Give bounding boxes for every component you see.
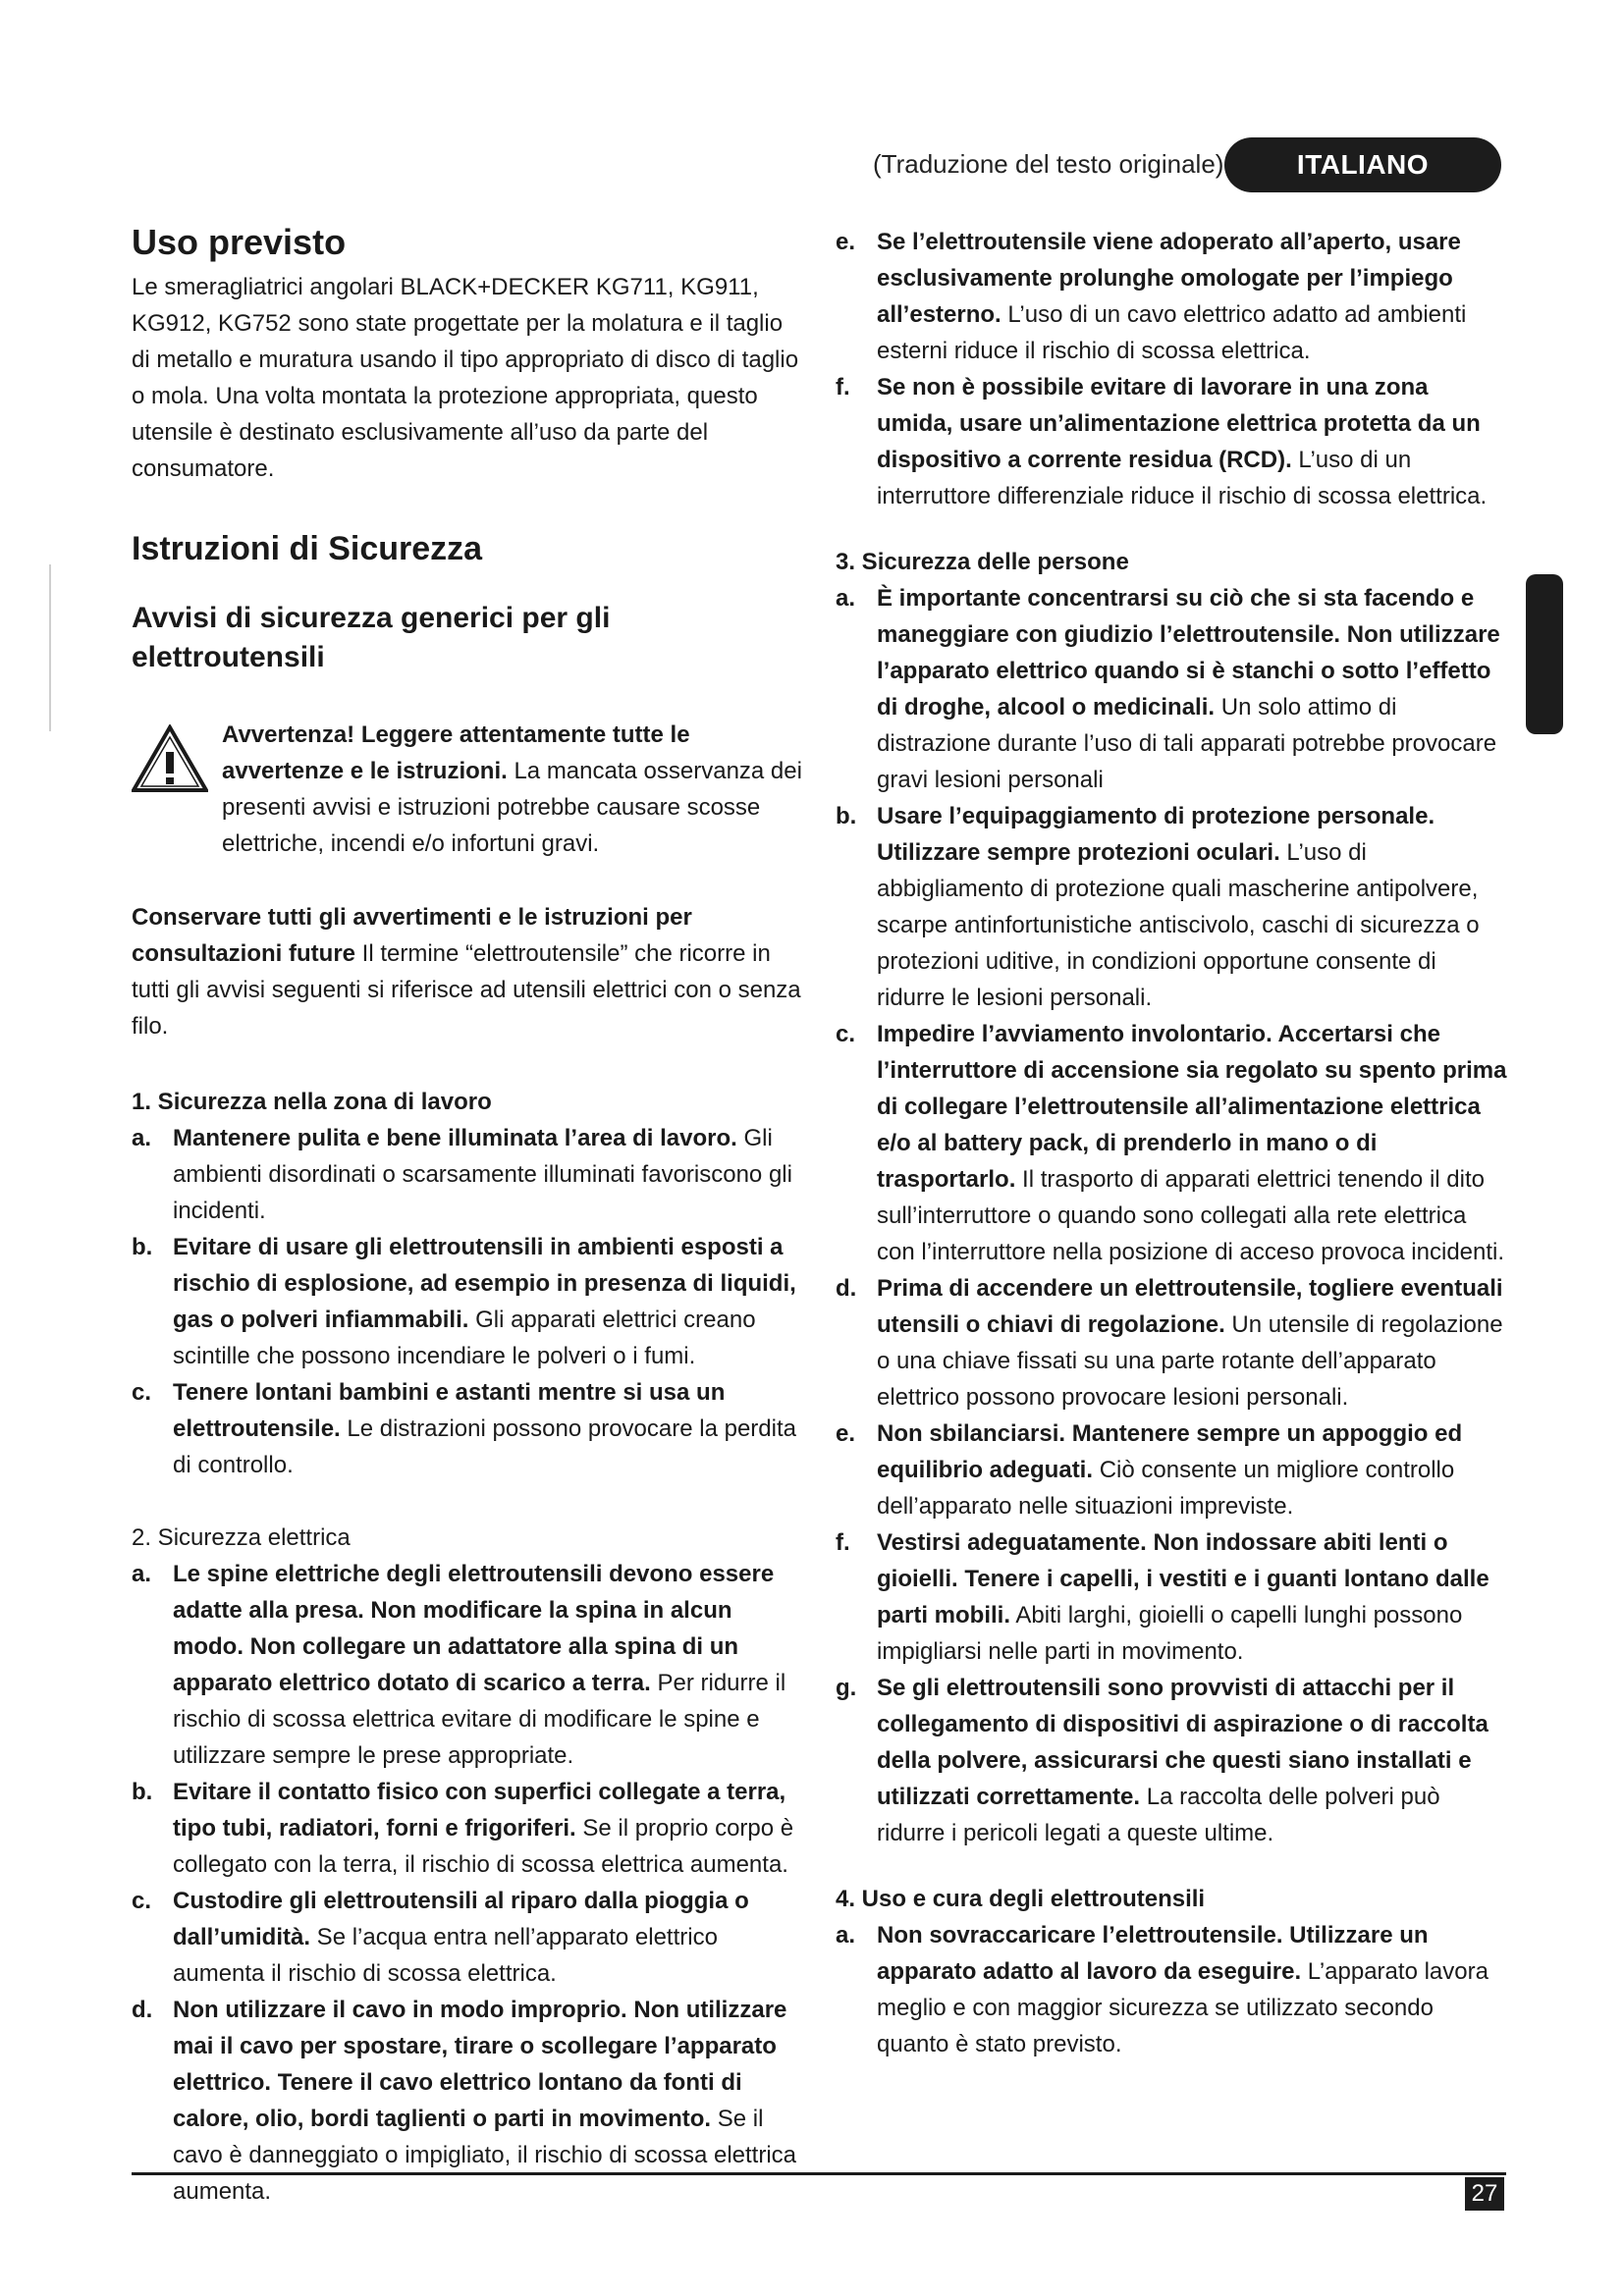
warning-text: Avvertenza! Leggere attentamente tutte le avvertenze e le istruzioni. La mancata osservanza dei presenti avvisi e istruzioni potrebbe causare scosse elettriche, incendi e/o infortuni gravi.: [222, 721, 802, 857]
sec1-item-a: a. Mantenere pulita e bene illuminata l’area di lavoro. Gli ambienti disordinati o scarsamente illuminati favoriscono gli incidenti.: [132, 1125, 792, 1224]
sec2-item-e: e. Se l’elettroutensile viene adoperato all’aperto, usare esclusivamente prolunghe omologate per l’impiego all’esterno. L’uso di un cavo elettrico adatto ad ambienti esterni riduce il rischio di scossa elettrica.: [836, 229, 1467, 364]
section-2-title: 2. Sicurezza elettrica: [132, 1524, 351, 1551]
sec3-item-c: c. Impedire l’avviamento involontario. Accertarsi che l’interruttore di accensione sia regolato su spento prima di collegare l’elettroutensile all’alimentazione elettrica e/o al battery pack, di prenderlo in mano o di trasportarlo. Il trasporto di apparati elettrici tenendo il dito sull’interruttore o quando sono collegati alla rete elettrica con l’interruttore nella posizione di acceso provoca incidenti.: [836, 1021, 1507, 1265]
section-1-title: 1. Sicurezza nella zona di lavoro: [132, 1089, 492, 1115]
safety-subtitle: Avvisi di sicurezza generici per gli elettroutensili: [132, 602, 611, 673]
right-column: [836, 224, 1507, 2062]
keep-instructions: Conservare tutti gli avvertimenti e le istruzioni per consultazioni future Il termine “elettroutensile” che ricorre in tutti gli avvisi seguenti si riferisce ad utensili elettrici con o senza filo.: [132, 904, 801, 1040]
sec2-item-d: d. Non utilizzare il cavo in modo improprio. Non utilizzare mai il cavo per spostare, tirare o scollegare l’apparato elettrico. Tenere il cavo elettrico lontano da fonti di calore, olio, bordi taglienti o parti in movimento. Se il cavo è danneggiato o impigliato, il rischio di scossa elettrica aumenta.: [132, 1997, 797, 2205]
language-side-tab: [1526, 574, 1563, 734]
sec1-item-c: c. Tenere lontani bambini e astanti mentre si usa un elettroutensile. Le distrazioni possono provocare la perdita di controllo.: [132, 1379, 796, 1478]
sec1-item-b: b. Evitare di usare gli elettroutensili in ambienti esposti a rischio di esplosione, ad esempio in presenza di liquidi, gas o polveri infiammabili. Gli apparati elettrici creano scintille che possono incendiare le polveri o i fumi.: [132, 1234, 796, 1369]
section-3-title: 3. Sicurezza delle persone: [836, 549, 1129, 575]
left-column: [132, 222, 804, 2210]
sec2-item-a: a. Le spine elettriche degli elettroutensili devono essere adatte alla presa. Non modificare la spina in alcun modo. Non collegare un adattatore alla spina di un apparato elettrico dotato di scarico a terra. Per ridurre il rischio di scossa elettrica evitare di modificare le spine e utilizzare sempre le prese appropriate.: [132, 1561, 786, 1769]
sec2-item-f: f. Se non è possibile evitare di lavorare in una zona umida, usare un’alimentazione elettrica protetta da un dispositivo a corrente residua (RCD). L’uso di un interruttore differenziale riduce il rischio di scossa elettrica.: [836, 374, 1488, 509]
uso-previsto-text: Le smeragliatrici angolari BLACK+DECKER KG711, KG911, KG912, KG752 sono state progettate per la molatura e il taglio di metallo e muratura usando il tipo appropriato di disco di taglio o mola. Una volta montata la protezione appropriata, questo utensile è destinato esclusivamente all’uso da parte del consumatore.: [132, 274, 799, 482]
sec3-item-b: b. Usare l’equipaggiamento di protezione personale. Utilizzare sempre protezioni oculari. L’uso di abbigliamento di protezione quali mascherine antipolvere, scarpe antinfortunistiche antiscivolo, caschi di sicurezza o protezioni uditive, in condizioni opportune consente di ridurre le lesioni personali.: [836, 803, 1480, 1011]
section-4-title: 4. Uso e cura degli elettroutensili: [836, 1886, 1206, 1912]
sec3-item-e: e. Non sbilanciarsi. Mantenere sempre un appoggio ed equilibrio adeguati. Ciò consente un migliore controllo dell’apparato nelle situazioni impreviste.: [836, 1420, 1463, 1520]
sec3-item-f: f. Vestirsi adeguatamente. Non indossare abiti lenti o gioielli. Tenere i capelli, i vestiti e i guanti lontano dalle parti mobili. Abiti larghi, gioielli o capelli lunghi possono impigliarsi nelle parti in movimento.: [836, 1529, 1489, 1665]
sec2-item-b: b. Evitare il contatto fisico con superfici collegate a terra, tipo tubi, radiatori, forni e frigoriferi. Se il proprio corpo è collegato con la terra, il rischio di scossa elettrica aumenta.: [132, 1779, 794, 1878]
sec2-item-c: c. Custodire gli elettroutensili al riparo dalla pioggia o dall’umidità. Se l’acqua entra nell’apparato elettrico aumenta il rischio di scossa elettrica.: [132, 1888, 749, 1987]
fold-mark: [49, 564, 51, 731]
warning-block: [132, 717, 804, 862]
page-number: 27: [1465, 2177, 1504, 2211]
warning-triangle-icon: [132, 724, 208, 793]
sec4-item-a: a. Non sovraccaricare l’elettroutensile. Utilizzare un apparato adatto al lavoro da eseguire. L’apparato lavora meglio e con maggior sicurezza se utilizzato secondo quanto è stato previsto.: [836, 1922, 1489, 2057]
sec3-item-g: g. Se gli elettroutensili sono provvisti di attacchi per il collegamento di dispositivi di aspirazione o di raccolta della polvere, assicurarsi che questi siano installati e utilizzati correttamente. La raccolta delle polveri può ridurre i pericoli legati a queste ultime.: [836, 1675, 1489, 1846]
footer-rule: [132, 2172, 1506, 2175]
safety-title: Istruzioni di Sicurezza: [132, 530, 483, 567]
language-badge: ITALIANO: [1224, 137, 1501, 192]
sec3-item-d: d. Prima di accendere un elettroutensile, togliere eventuali utensili o chiavi di regolazione. Un utensile di regolazione o una chiave fissati su una parte rotante dell’apparato elettrico possono provocare lesioni personali.: [836, 1275, 1503, 1411]
translation-note: (Traduzione del testo originale): [873, 149, 1224, 179]
sec3-item-a: a. È importante concentrarsi su ciò che si sta facendo e maneggiare con giudizio l’elettroutensile. Non utilizzare l’apparato elettrico quando si è stanchi o sotto l’effetto di droghe, alcool o medicinali. Un solo attimo di distrazione durante l’uso di tali apparati potrebbe provocare gravi lesioni personali: [836, 585, 1500, 793]
uso-previsto-title: Uso previsto: [132, 222, 347, 262]
